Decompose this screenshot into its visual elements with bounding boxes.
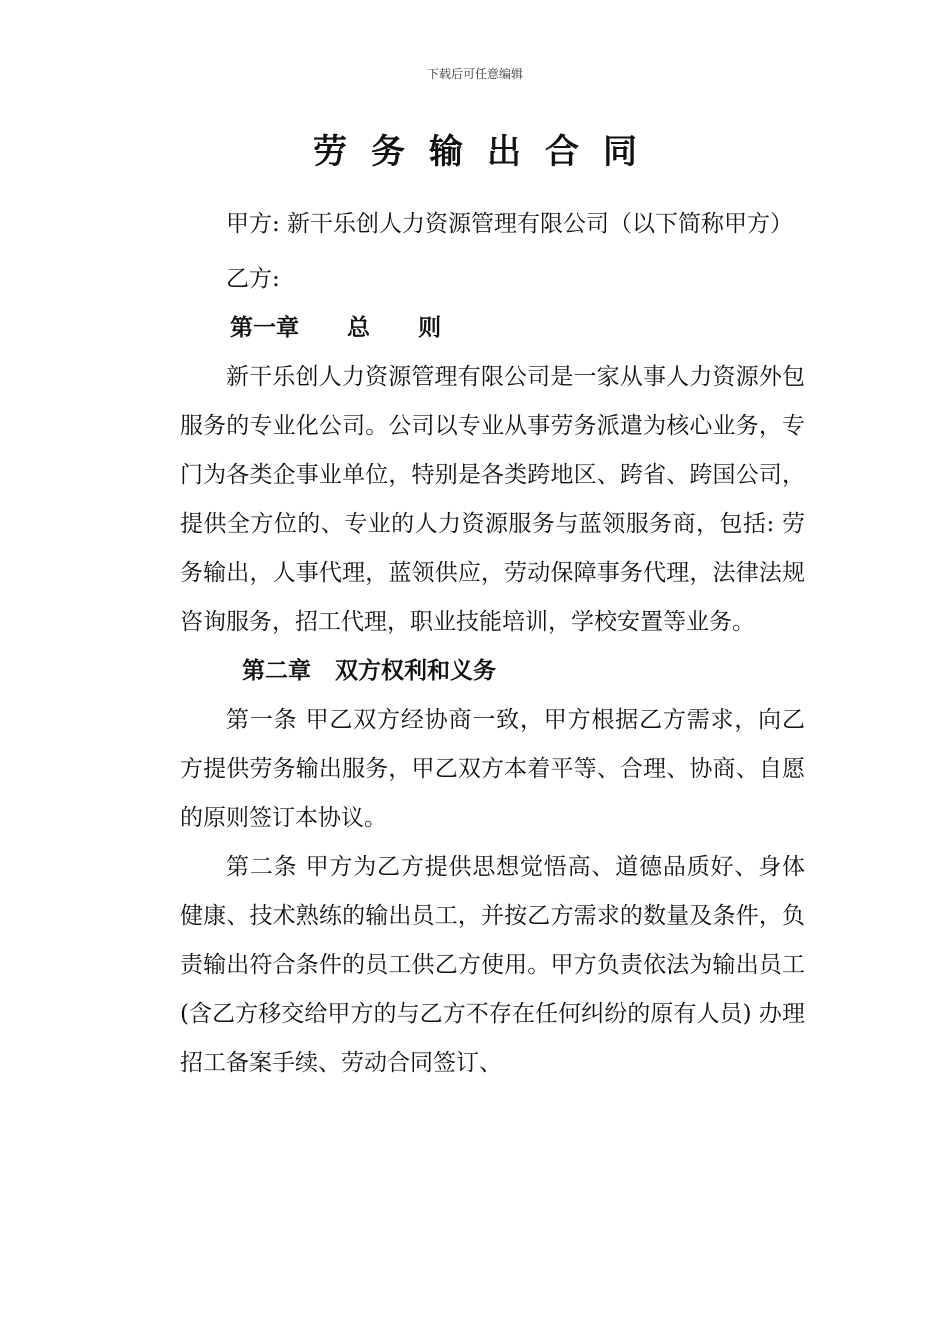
article2-paragraph: 第二条 甲方为乙方提供思想觉悟高、道德品质好、身体健康、技术熟练的输出员工，并按乙方需求的数量及条件，负责输出符合条件的员工供乙方使用。甲方负责依法为输出员工(含乙方移交给甲方的与乙方不存在任何纠纷的原有人员) 办理招工备案手续、劳动合同签订、 (180, 854, 805, 1076)
header-note: 下载后可任意编辑 (426, 67, 523, 81)
chapter2-heading: 第二章 双方权利和义务 (242, 658, 497, 684)
chapter1-paragraph: 新干乐创人力资源管理有限公司是一家从事人力资源外包服务的专业化公司。公司以专业从事劳务派遣为核心业务，专门为各类企事业单位，特别是各类跨地区、跨省、跨国公司，提供全方位的、专业的人力资源服务与蓝领服务商，包括: 劳务输出，人事代理，蓝领供应，劳动保障事务代理，法律法规咨询服务，招工代理，职业技能培训，学校安置等业务。 (180, 364, 805, 635)
article1-paragraph: 第一条 甲乙双方经协商一致，甲方根据乙方需求，向乙方提供劳务输出服务，甲乙双方本着平等、合理、协商、自愿的原则签订本协议。 (180, 707, 805, 831)
chapter1-heading: 第一章 总 则 (230, 315, 442, 341)
party-a-line: 甲方: 新干乐创人力资源管理有限公司（以下简称甲方） (226, 211, 794, 237)
document-title: 劳务输出合同 (313, 132, 661, 172)
document-body (180, 200, 805, 1088)
party-b-line: 乙方: (226, 266, 280, 292)
